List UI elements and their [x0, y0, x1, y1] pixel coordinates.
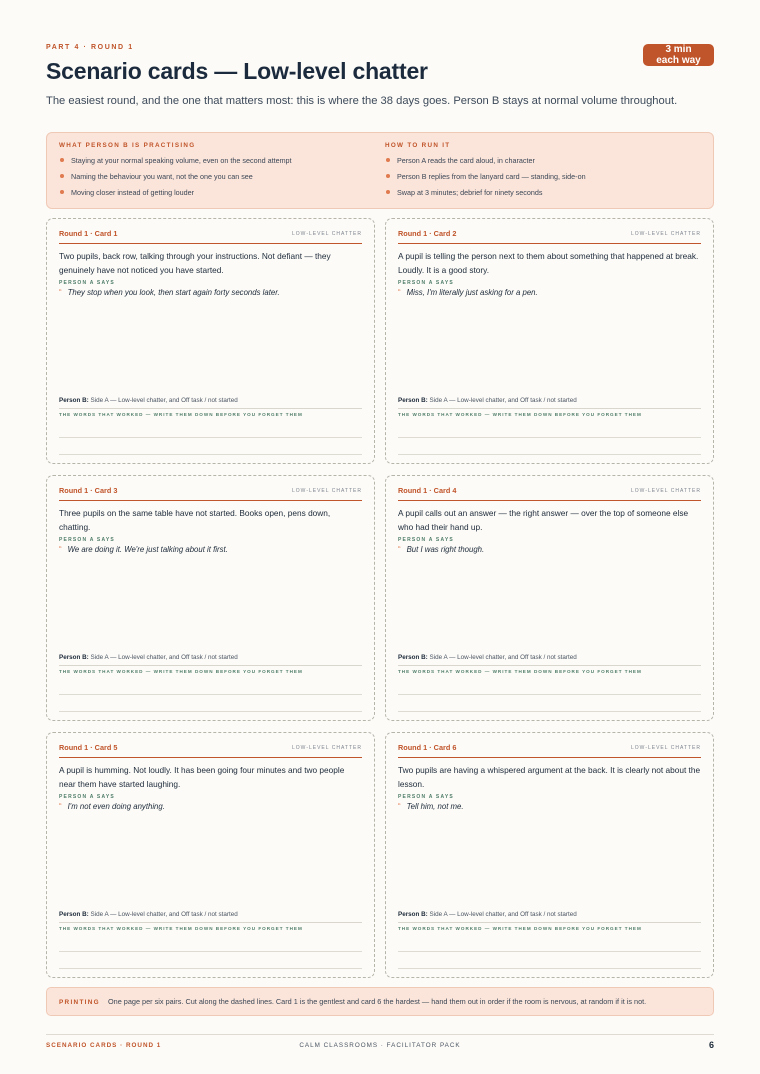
practice-panel	[46, 132, 714, 209]
printing-text: One page per six pairs. Cut along the dashed lines. Card 1 is the gentlest and card 6 the hardest — hand them out in order if the room is nervous, at random if it is not.	[107, 997, 647, 1006]
card-title: Round 1 · Card 2	[398, 229, 457, 238]
practising-item-text: Moving closer instead of getting louder	[71, 188, 195, 197]
card-tag: LOW-LEVEL CHATTER	[292, 745, 362, 751]
how-to-run-heading: HOW TO RUN IT	[385, 142, 451, 149]
practising-item	[59, 172, 379, 188]
section-eyebrow: PART 4 · ROUND 1	[46, 44, 134, 51]
write-in-line[interactable]	[398, 951, 701, 952]
quote-text: Tell him, not me.	[406, 802, 464, 811]
practising-heading: WHAT PERSON B IS PRACTISING	[59, 142, 196, 149]
bullet-icon	[386, 174, 390, 178]
person-a-says-label: PERSON A SAYS	[59, 280, 115, 286]
bullet-icon	[386, 158, 390, 162]
time-badge-line-1: 3 min	[665, 44, 692, 55]
quote-mark-icon: “	[398, 288, 401, 297]
write-in-line[interactable]	[59, 711, 362, 712]
words-that-worked-label: THE WORDS THAT WORKED — WRITE THEM DOWN BEFORE YOU FORGET THEM	[398, 669, 642, 674]
scenario-card	[385, 475, 714, 721]
practising-item	[59, 188, 379, 204]
write-in-line[interactable]	[398, 711, 701, 712]
person-a-quote	[59, 545, 228, 554]
card-header	[398, 743, 701, 758]
words-that-worked-label: THE WORDS THAT WORKED — WRITE THEM DOWN BEFORE YOU FORGET THEM	[398, 926, 642, 931]
write-in-line[interactable]	[398, 694, 701, 695]
bullet-icon	[386, 190, 390, 194]
time-badge	[643, 44, 714, 66]
person-b-reference	[398, 397, 701, 409]
quote-text: But I was right though.	[406, 545, 485, 554]
person-b-reference	[398, 654, 701, 666]
person-b-reference	[398, 911, 701, 923]
card-scenario: Two pupils, back row, talking through your instructions. Not defiant — they genuinely have not noticed you have started.	[59, 251, 331, 275]
person-a-quote	[398, 802, 464, 811]
card-scenario: Two pupils are having a whispered argument at the back. It is clearly not about the lesson.	[398, 765, 701, 789]
how-to-run-item-text: Person B replies from the lanyard card — standing, side-on	[397, 172, 586, 181]
person-b-text: Side A — Low-level chatter, and Off task / not started	[90, 911, 238, 918]
time-badge-line-2: each way	[656, 55, 701, 66]
quote-text: We are doing it. We're just talking about it first.	[67, 545, 228, 554]
person-a-quote	[398, 545, 484, 554]
footer-title: CALM CLASSROOMS · FACILITATOR PACK	[299, 1042, 461, 1049]
person-b-reference	[59, 654, 362, 666]
person-a-says-label: PERSON A SAYS	[398, 794, 454, 800]
how-to-run-column	[385, 142, 705, 204]
printing-note	[46, 987, 714, 1016]
person-b-text: Side A — Low-level chatter, and Off task / not started	[429, 654, 577, 661]
card-header	[59, 743, 362, 758]
quote-mark-icon: “	[59, 288, 62, 297]
card-header	[398, 486, 701, 501]
person-a-says-label: PERSON A SAYS	[398, 280, 454, 286]
quote-text: They stop when you look, then start again forty seconds later.	[67, 288, 280, 297]
words-that-worked-label: THE WORDS THAT WORKED — WRITE THEM DOWN BEFORE YOU FORGET THEM	[59, 669, 303, 674]
card-title: Round 1 · Card 3	[59, 486, 118, 495]
bullet-icon	[60, 190, 64, 194]
person-b-text: Side A — Low-level chatter, and Off task / not started	[429, 911, 577, 918]
page-number: 6	[708, 1040, 714, 1050]
printing-label: PRINTING	[59, 999, 100, 1006]
quote-mark-icon: “	[398, 802, 401, 811]
practising-item-text: Staying at your normal speaking volume, even on the second attempt	[71, 156, 292, 165]
write-in-line[interactable]	[398, 437, 701, 438]
practising-item	[59, 156, 379, 172]
person-b-label: Person B:	[59, 397, 89, 404]
footer-rule	[46, 1034, 714, 1035]
quote-mark-icon: “	[398, 545, 401, 554]
bullet-icon	[60, 158, 64, 162]
card-header	[59, 486, 362, 501]
person-b-reference	[59, 911, 362, 923]
person-a-quote	[59, 802, 165, 811]
quote-mark-icon: “	[59, 545, 62, 554]
card-tag: LOW-LEVEL CHATTER	[292, 231, 362, 237]
words-that-worked-label: THE WORDS THAT WORKED — WRITE THEM DOWN BEFORE YOU FORGET THEM	[398, 412, 642, 417]
card-tag: LOW-LEVEL CHATTER	[631, 231, 701, 237]
quote-text: Miss, I'm literally just asking for a pen.	[406, 288, 538, 297]
scenario-card	[385, 218, 714, 464]
card-scenario: A pupil is humming. Not loudly. It has been going four minutes and two people near them have started laughing.	[59, 765, 345, 789]
person-a-quote	[398, 288, 538, 297]
card-title: Round 1 · Card 6	[398, 743, 457, 752]
card-tag: LOW-LEVEL CHATTER	[292, 488, 362, 494]
person-b-reference	[59, 397, 362, 409]
words-that-worked-label: THE WORDS THAT WORKED — WRITE THEM DOWN BEFORE YOU FORGET THEM	[59, 926, 303, 931]
person-b-label: Person B:	[398, 654, 428, 661]
card-title: Round 1 · Card 1	[59, 229, 118, 238]
page-subtitle: The easiest round, and the one that matters most: this is where the 38 days goes. Person B stays at normal volume throughout.	[46, 95, 678, 107]
person-b-label: Person B:	[59, 911, 89, 918]
person-a-quote	[59, 288, 280, 297]
how-to-run-item-text: Swap at 3 minutes; debrief for ninety seconds	[397, 188, 543, 197]
write-in-line[interactable]	[59, 454, 362, 455]
person-b-text: Side A — Low-level chatter, and Off task / not started	[90, 654, 238, 661]
how-to-run-item	[385, 156, 705, 172]
person-b-label: Person B:	[398, 397, 428, 404]
write-in-line[interactable]	[59, 968, 362, 969]
card-title: Round 1 · Card 4	[398, 486, 457, 495]
scenario-card	[46, 732, 375, 978]
practising-column	[59, 142, 379, 204]
scenario-card	[385, 732, 714, 978]
scenario-card	[46, 218, 375, 464]
card-scenario: A pupil is telling the person next to them about something that happened at break. Loudly. It is a good story.	[398, 251, 699, 275]
how-to-run-item-text: Person A reads the card aloud, in character	[397, 156, 535, 165]
card-title: Round 1 · Card 5	[59, 743, 118, 752]
card-tag: LOW-LEVEL CHATTER	[631, 745, 701, 751]
how-to-run-item	[385, 188, 705, 204]
write-in-line[interactable]	[398, 454, 701, 455]
words-that-worked-label: THE WORDS THAT WORKED — WRITE THEM DOWN BEFORE YOU FORGET THEM	[59, 412, 303, 417]
write-in-line[interactable]	[59, 694, 362, 695]
footer-section: SCENARIO CARDS · ROUND 1	[46, 1042, 162, 1049]
person-b-text: Side A — Low-level chatter, and Off task / not started	[90, 397, 238, 404]
card-header	[59, 229, 362, 244]
person-b-label: Person B:	[398, 911, 428, 918]
person-a-says-label: PERSON A SAYS	[59, 537, 115, 543]
card-header	[398, 229, 701, 244]
person-b-label: Person B:	[59, 654, 89, 661]
card-scenario: A pupil calls out an answer — the right answer — over the top of someone else who had their hand up.	[398, 508, 689, 532]
page-title: Scenario cards — Low-level chatter	[46, 58, 428, 84]
practising-item-text: Naming the behaviour you want, not the one you can see	[71, 172, 253, 181]
scenario-card	[46, 475, 375, 721]
bullet-icon	[60, 174, 64, 178]
quote-mark-icon: “	[59, 802, 62, 811]
write-in-line[interactable]	[59, 951, 362, 952]
quote-text: I'm not even doing anything.	[67, 802, 165, 811]
person-a-says-label: PERSON A SAYS	[59, 794, 115, 800]
write-in-line[interactable]	[398, 968, 701, 969]
person-a-says-label: PERSON A SAYS	[398, 537, 454, 543]
card-tag: LOW-LEVEL CHATTER	[631, 488, 701, 494]
person-b-text: Side A — Low-level chatter, and Off task / not started	[429, 397, 577, 404]
write-in-line[interactable]	[59, 437, 362, 438]
card-scenario: Three pupils on the same table have not started. Books open, pens down, chatting.	[59, 508, 331, 532]
how-to-run-item	[385, 172, 705, 188]
